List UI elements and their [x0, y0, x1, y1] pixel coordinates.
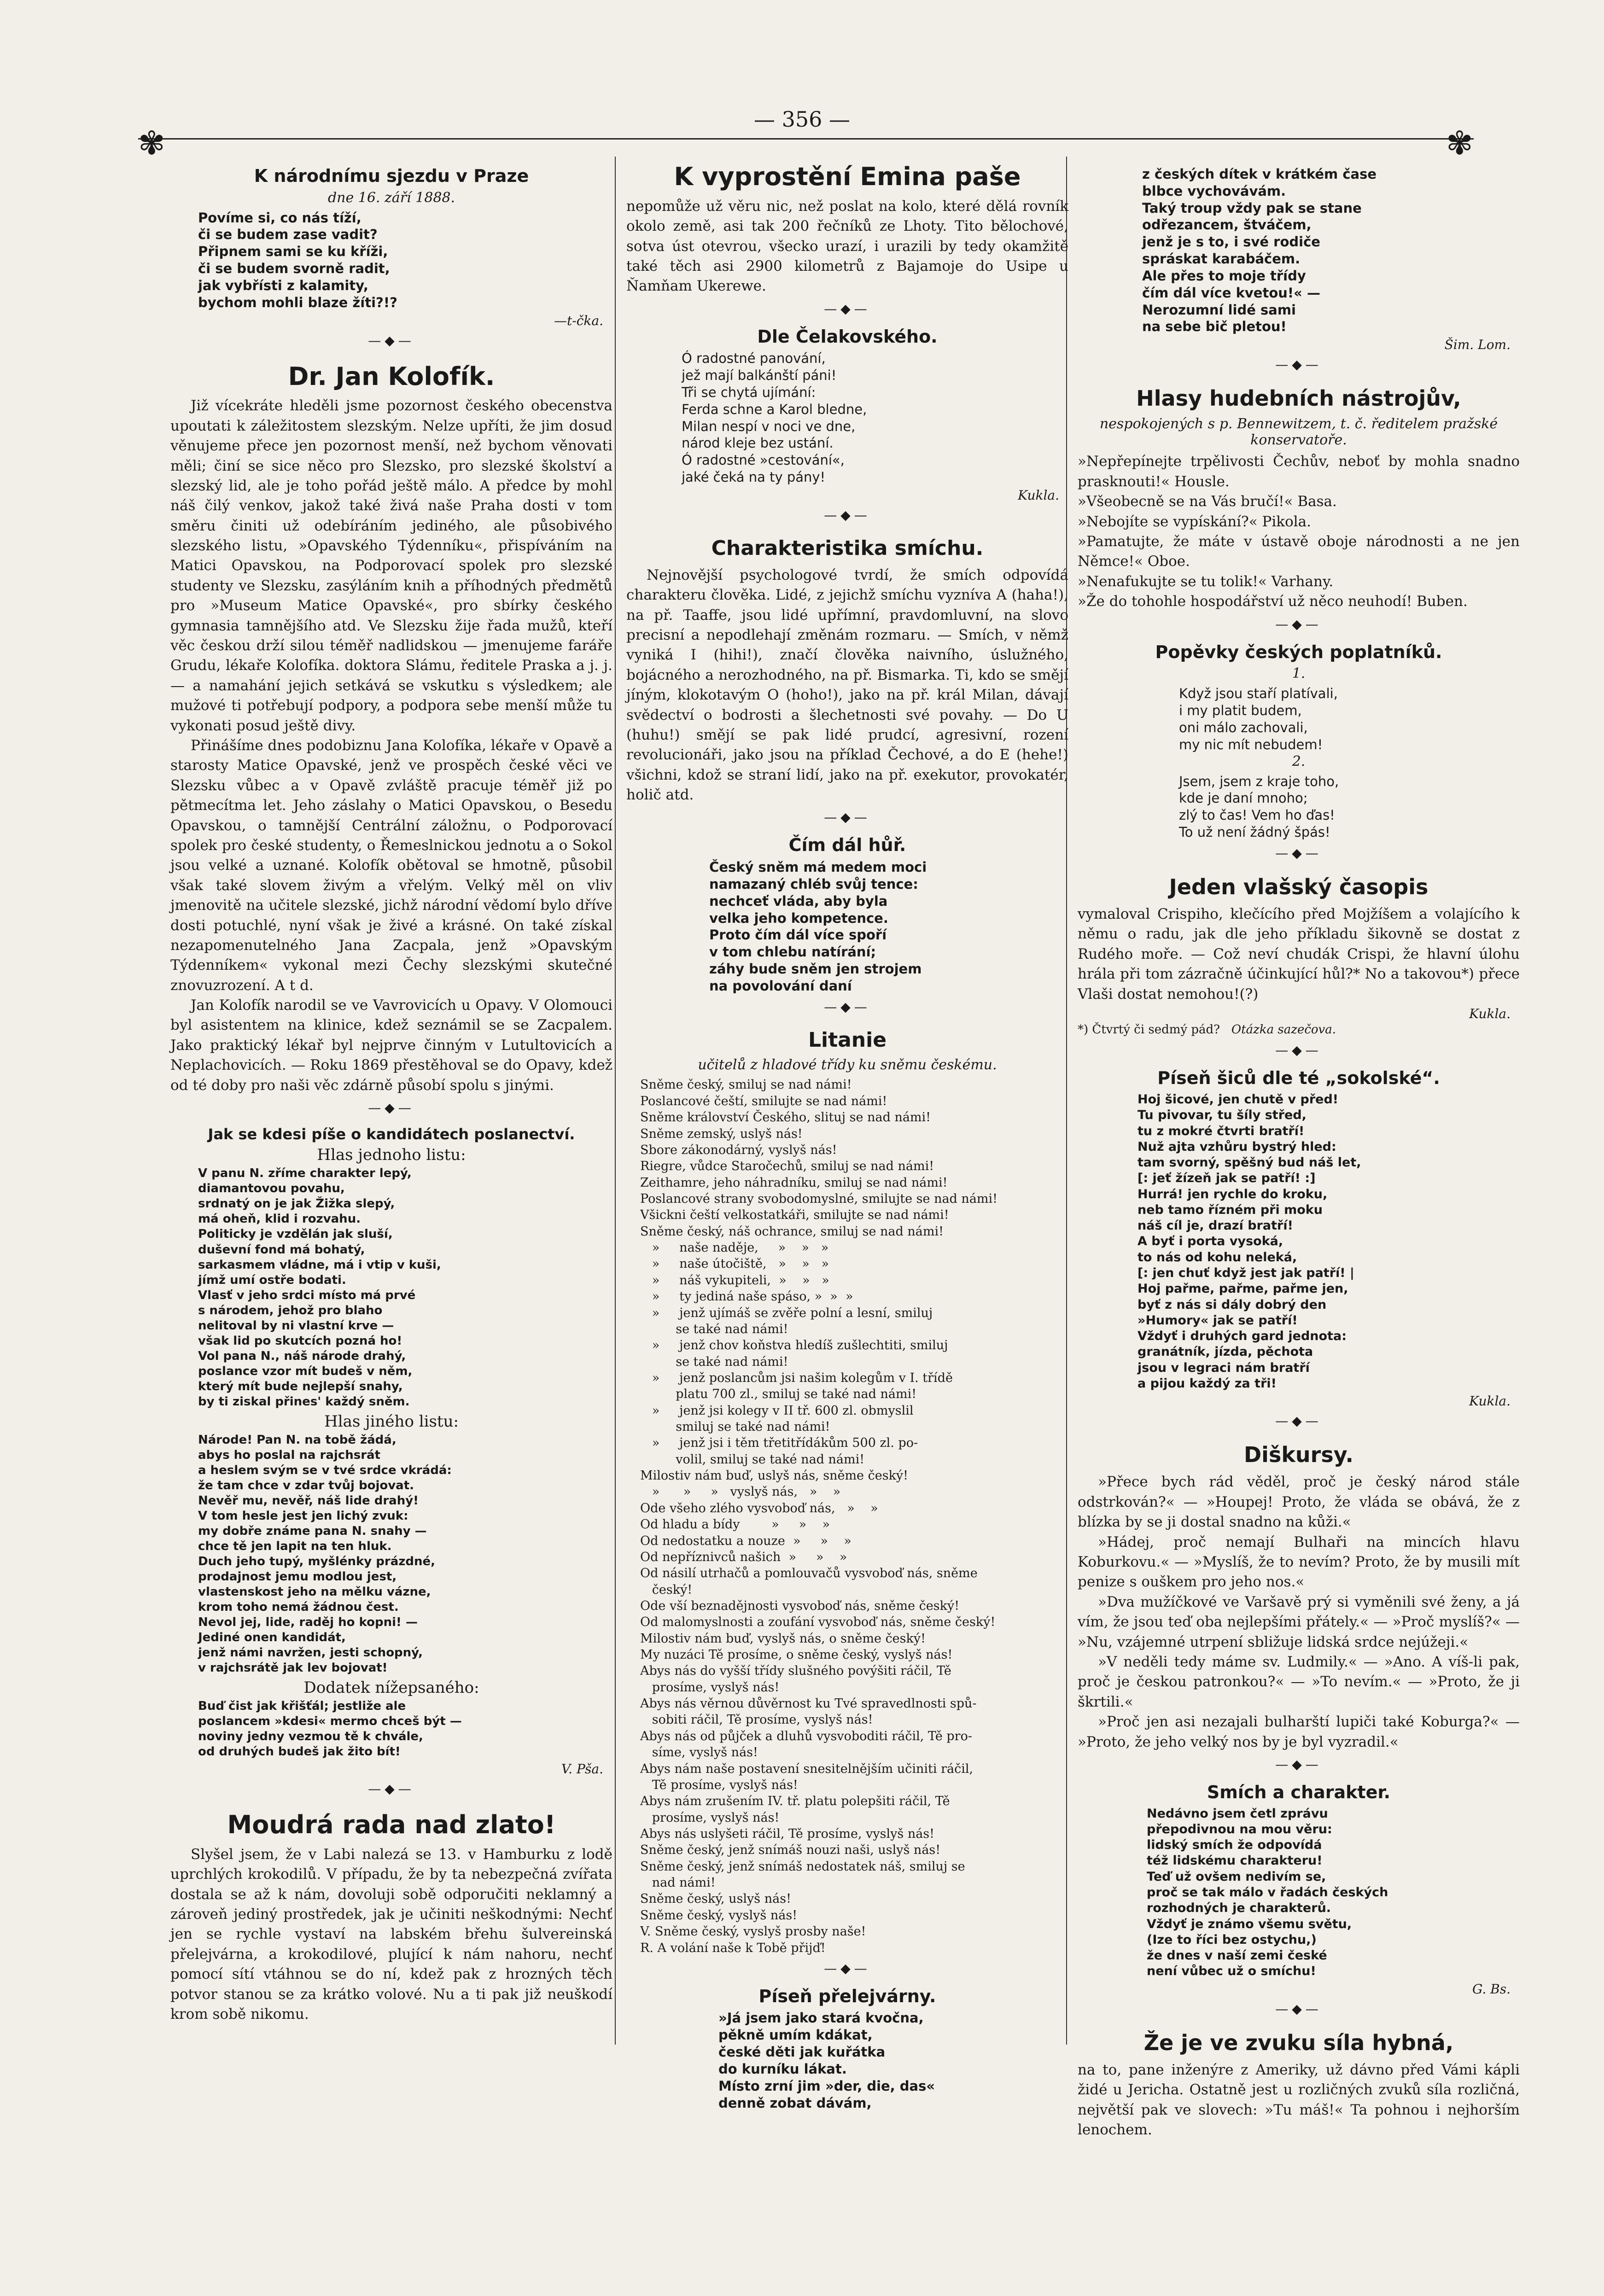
ornament-icon: —◆— — [824, 810, 871, 825]
litany-line: » » » vyslyš nás, » » — [640, 1485, 841, 1499]
litany-line: R. A volání naše k Tobě přijď! — [640, 1941, 826, 1955]
paragraph: Nejnovější psychologové tvrdí, že smích odpovídá charakteru člověka. Lidé, z jejichž smíchu vyzníva A (haha!), na př. Taaffe, jsou lidé upřímní, pravdomluvní, na slovo precisní a nepodlehají změnám rozmaru. — Smích, v němž vyniká I (hihi!), značí člověka naivního, úslužného, bojácného a nerozhodného, na př. Bismarka. Ti, kdo se smějí jíným, klokotavým O (hoho!), jako na př. král Milan, dávají svědectví o bodrosti a šlechetnosti své povahy. — Do U (huhu!) smějí se pak lidé prudcí, agresivní, rození revolucionáři, jako jsou na příklad Čechové, a do E (hehe!) všichni, kdož se straní lidí, jako na př. exekutor, provokatér, holič atd. — [626, 566, 1068, 804]
poem: V panu N. zříme charakter lepý, diamantovou povahu, srdnatý on je jak Žižka slepý, má oheň, klid i rozvahu. Politicky je vzdělán jak sluší, duševní fond má bohatý, sarkasmem vládne, má i vtip v kuši, jímž umí ostře bodati. Vlasť v jeho srdci místo má prvé s národem, jehož pro blaho nelitoval by ni vlastní krve — však lid po skutcích pozná ho! Vol pana N., náš národe drahý, poslance vzor mít budeš v něm, který mít bude nejlepší snahy, by ti ziskal přines' každý sněm. — [198, 1166, 441, 1409]
page-number: — 356 — — [753, 107, 851, 132]
litany-line: Riegre, vůdce Staročechů, smiluj se nad námi! — [640, 1159, 934, 1174]
litany-line: Sněme království Českého, slituj se nad námi! — [640, 1110, 931, 1125]
poem: »Já jsem jako stará kvočna, pěkně umím kdákat, české děti jak kuřátka do kurníku lákat. Místo zrní jim »der, die, das« denně zobat dávám, — [718, 2010, 935, 2111]
litany-line: Od nepříznivců našich » » » — [640, 1550, 847, 1564]
subheading: Hlas jednoho listu: — [317, 1146, 466, 1165]
litany-line: Poslancové čeští, smilujte se nad námi! — [640, 1094, 887, 1108]
subheading: Dodatek nížepsaného: — [303, 1678, 479, 1697]
litany-line: prosíme, vyslyš nás! — [640, 1680, 780, 1695]
litany-line: Od násilí utrhačů a pomlouvačů vysvoboď nás, sněme — [640, 1566, 978, 1581]
paragraph: »V neděli tedy máme sv. Ludmily.« — »Ano. A víš-li pak, proč je českou patronkou?« — »To nevím.« — »Proto, že ji škrtili.« — [1078, 1653, 1520, 1710]
ornament-icon: —◆— — [368, 1781, 415, 1796]
article-title: Jeden vlašský časopis — [1169, 874, 1429, 899]
litany-line: Ode vší beznadějnosti vysvoboď nás, sněme český! — [640, 1598, 960, 1613]
litany-line: Abys nás do vyšší třídy slušného povýšiti ráčil, Tě — [640, 1664, 951, 1678]
signature: Kukla. — [1018, 487, 1059, 503]
litany-line: Abys nás od půjček a dluhů vysvoboditi ráčil, Tě pro- — [640, 1729, 972, 1743]
ornament-icon: —◆— — [368, 1100, 415, 1116]
litany-line: » ty jediná naše spáso, » » » — [640, 1289, 853, 1304]
litany-line: Sněme český, jenž snímáš nedostatek náš, smiluj se — [640, 1859, 965, 1874]
litany-line: Abys nás věrnou důvěrnost ku Tvé spravedlnosti spů- — [640, 1696, 977, 1711]
litany-line: » jenž chov koňstva hledíš zušlechtiti, smiluj — [640, 1338, 948, 1353]
header-rule — [138, 138, 1474, 140]
footnote: *) Čtvrtý či sedmý pád? Otázka sazečova. — [1078, 1022, 1336, 1037]
litany-line: Poslancové strany svobodomyslné, smilujte se nad námi! — [640, 1191, 997, 1206]
article-title: Smích a charakter. — [1207, 1782, 1391, 1802]
poem: z českých dítek v krátkém čase blbce vychovávám. Taký troup vždy pak se stane odřezancem, štváčem, jenž je s to, i své rodiče spráskat karabáčem. Ale přes to moje třídy čím dál více kvetou!« — Nerozumní lidé sami na sebe bič pletou! — [1142, 166, 1377, 335]
poem: Český sněm má medem moci namazaný chléb svůj tence: nechceť vláda, aby byla velka jeho kompetence. Proto čím dál více spoří v tom chlebu natírání; záhy bude sněm jen strojem na povolování daní — [709, 859, 927, 994]
ornament-icon: —◆— — [1275, 616, 1322, 632]
article-date: dne 16. září 1888. — [327, 189, 455, 206]
article-title: Čím dál hůř. — [788, 835, 906, 856]
signature: V. Pša. — [561, 1761, 603, 1777]
litany-line: Abys nám zrušením IV. tř. platu polepšiti ráčil, Tě — [640, 1794, 950, 1809]
poem: Jsem, jsem z kraje toho, kde je daní mnoho; zlý to čas! Vem ho ďas! To už není žádný špás! — [1179, 773, 1339, 840]
article-title: K národnímu sjezdu v Praze — [254, 166, 529, 186]
article-subtitle: učitelů z hladové třídy ku sněmu českému. — [698, 1057, 997, 1073]
ornament-icon: —◆— — [1275, 1043, 1322, 1058]
litany-line: Abys nám naše postavení snesitelnějším učiniti ráčil, — [640, 1761, 974, 1776]
article-title: Že je ve zvuku síla hybná, — [1143, 2030, 1454, 2055]
litany-line: » naše útočiště, » » » — [640, 1257, 829, 1271]
ornament-icon: —◆— — [368, 332, 415, 348]
paragraph: Přinášíme dnes podobiznu Jana Kolofíka, lékaře v Opavě a starosty Matice Opavské, jenž ve prospěch české věci ve Slezsku vůbec a v Opavě zvláště pracuje téměř již po pětmecítma let. Jeho záslahy o Matici Opavskou, o Besedu Opavskou, o tamnější Centrální záložnu, o Podporovací spolek pro české studenty, o Řemeslnickou jednotu a o Sokol jsou velké a uznané. Kolofík obětoval se hmotně, působil však také slovem živým a vřelým. Velký měl on vliv jmenovitě na učitele slezské, jichž národní vědomí bylo dříve dosti potuchlé, nyní však je živé a krásné. On také získal nezapomenutelného Jana Zacpala, jenž »Opavským Týdenníkem« vykonal mezi Čechy slezskými skutečné znovuzrození. A t d. — [170, 737, 612, 994]
litany — [626, 1077, 1068, 1956]
article-title: Litanie — [808, 1028, 887, 1052]
corner-ornament-icon: ✾ — [138, 124, 165, 162]
column-1 — [170, 157, 612, 2024]
verse-number: 1. — [1292, 665, 1306, 682]
litany-line: Všickni čeští velkostatkáři, smilujte se nad námi! — [640, 1208, 949, 1223]
litany-line: se také nad námi! — [640, 1322, 788, 1336]
poem: Buď čist jak křišťál; jestliže ale poslancem »kdesi« mermo chceš být — noviny jedny vezmou tě k chvále, od druhých budeš jak žito bít! — [198, 1699, 462, 1759]
article-title: Hlasy hudebních nástrojův, — [1136, 386, 1461, 411]
signature: Kukla. — [1469, 1006, 1511, 1021]
litany-line: » jenž jsi kolegy v II tř. 600 zl. obmyslil — [640, 1403, 914, 1418]
verse-number: 2. — [1292, 753, 1306, 769]
litany-line: Sněme český, uslyš nás! — [640, 1892, 791, 1906]
ornament-icon: —◆— — [824, 999, 871, 1014]
litany-line: » jenž jsi i těm třetitřídákům 500 zl. po- — [640, 1436, 918, 1451]
article-title: Moudrá rada nad zlato! — [227, 1810, 556, 1839]
litany-line: síme, vyslyš nás! — [640, 1745, 758, 1760]
paragraph: »Dva mužíčkové ve Varšavě prý si vyměnili své ženy, a já vím, že jsou teď oba nejlepšími přátely.« — »Proč myslíš?« — »Nu, vzájemné utrpení sbližuje lidská srdce nejúžeji.« — [1078, 1593, 1520, 1650]
ornament-icon: —◆— — [1275, 1413, 1322, 1429]
litany-line: smiluj se také nad námi! — [640, 1420, 830, 1434]
paragraph: Jan Kolofík narodil se ve Vavrovicích u Opavy. V Olomouci byl asistentem na klinice, kdež seznámil se se Zacpalem. Jako praktický lékař byl nejprve činným v Lutultovicích a Neplachovicích. — Roku 1869 přestěhoval se do Opavy, kdež od té doby pro naši věc zdárně působí spolu s jinými. — [170, 997, 612, 1094]
litany-line: Milostiv nám buď, uslyš nás, sněme český! — [640, 1469, 909, 1483]
ornament-icon: —◆— — [824, 1960, 871, 1976]
poem: Ó radostné panování, jež mají balkánští páni! Tři se chytá ujímání: Ferda schne a Karol bledne, Milan nespí v noci ve dne, národ kleje bez ustání. Ó radostné »cestování«, jaké čeká na ty pány! — [682, 350, 867, 485]
litany-line: český! — [640, 1582, 693, 1597]
litany-line: » náš vykupiteli, » » » — [640, 1273, 829, 1288]
poem: Když jsou staří platívali, i my platit budem, oni málo zachovali, my nic mít nebudem! — [1179, 686, 1338, 752]
litany-line: Ode všeho zlého vysvoboď nás, » » — [640, 1501, 878, 1515]
litany-line: sobiti ráčil, Tě prosíme, vyslyš nás! — [640, 1713, 873, 1727]
poem: Národe! Pan N. na tobě žádá, abys ho poslal na rajchsrát a heslem svým se v tvé srdce vkrádá: že tam chce v zdar tvůj bojovat. Nevěř mu, nevěř, náš lide drahý! V tom hesle jest jen lichý zvuk: my dobře známe pana N. snahy — chce tě jen lapit na ten hluk. Duch jeho tupý, myšlénky prázdné, prodajnost jemu modlou jest, vlastenskost jeho na mělku vázne, krom toho nemá žádnou čest. Nevol jej, lide, raděj ho kopni! — Jediné onen kandidát, jenž námi navržen, jesti schopný, v rajchsrátě jak lev bojovat! — [198, 1433, 452, 1675]
article-title: Diškursy. — [1244, 1442, 1353, 1468]
instrument-lines: »Nepřepínejte trpělivosti Čechův, neboť by mohla snadno prasknouti!« Housle. »Všeobecně se na Vás bručí!« Basa. »Nebojíte se vypískání?« Pikola. »Pamatujte, že máte v ústavě oboje národnosti a ne jen Němce!« Oboe. »Nenafukujte se tu tolik!« Varhany. »Že do tohohle hospodářství už něco neuhodí! Buben. — [1078, 453, 1520, 610]
corner-ornament-icon: ✾ — [1446, 124, 1473, 162]
signature: G. Bs. — [1472, 1981, 1511, 1997]
litany-line: Od nedostatku a nouze » » » — [640, 1533, 852, 1548]
litany-line: Milostiv nám buď, vyslyš nás, o sněme český! — [640, 1631, 926, 1646]
litany-line: » jenž poslancům jsi našim kolegům v I. třídě — [640, 1370, 953, 1385]
paragraph: nepomůže už věru nic, než poslat na kolo, které dělá rovník okolo země, asi tak 200 řečníků ze Lhoty. Tito bělochové, sotva úst otevrou, všecko urazí, i urazili by tedy okamžitě také těch asi 2900 kilometrů z Bajamoje do Usipe u Ňamňam Ukerewe. — [626, 198, 1068, 295]
ornament-icon: —◆— — [824, 507, 871, 523]
article-subtitle: nespokojených s p. Bennewitzem, t. č. ředitelem pražské konservatoře. — [1099, 416, 1498, 449]
article-title: Charakteristika smíchu. — [711, 536, 984, 560]
article-title: Dr. Jan Kolofík. — [288, 361, 495, 391]
ornament-icon: —◆— — [1275, 1756, 1322, 1772]
litany-line: volil, smiluj se také nad námi! — [640, 1452, 865, 1467]
litany-line: platu 700 zl., smiluj se také nad námi! — [640, 1387, 917, 1402]
litany-line: Sbore zákonodárný, vyslyš nás! — [640, 1142, 837, 1157]
litany-line: » jenž ujímáš se zvěře polní a lesní, smiluj — [640, 1305, 933, 1320]
litany-line: Sněme český, smiluj se nad námi! — [640, 1078, 852, 1092]
article-title: Píseň přelejvárny. — [758, 1986, 936, 2006]
article-title: Dle Čelakovského. — [757, 326, 938, 347]
article-title: Píseň šiců dle té „sokolské“. — [1157, 1068, 1440, 1089]
litany-line: My nuzáci Tě prosíme, o sněme český, vyslyš nás! — [640, 1648, 953, 1662]
litany-line: Zeithamre, jeho náhradníku, smiluj se nad námi! — [640, 1175, 948, 1190]
litany-line: Sněme český, vyslyš nás! — [640, 1908, 798, 1923]
litany-line: Sněme český, náš ochrance, smiluj se nad námi! — [640, 1224, 944, 1239]
paragraph: »Přece bych rád věděl, proč je český národ stále odstrkován?« — »Houpej! Proto, že vláda se obává, že z blízka by se ji dostal snadno na kůži.« — [1078, 1474, 1520, 1531]
ornament-icon: —◆— — [1275, 2001, 1322, 2016]
column-3 — [1078, 157, 1520, 2140]
paragraph: Již vícekráte hleděli jsme pozornost českého obecenstva upoutati k záležitostem slezským. Nelze upříti, že jim dosud věnujeme přece jen pozornost menší, než bychom věnovati měli; činí se sice něco pro Slezsko, pro slezské školství a slezský lid, ale je toho pořád ještě málo. A předce by mohl náš čilý venkov, jakož také živá naše Praha dosti v tom směru činiti už odebíráním jediného, ale působivého slezského listu, »Opavského Týdenníku«, přispíváním na Matici Opavskou, na Podporovací spolek pro slezské studenty ve Slezsku, zasýláním knih a příhodných předmětů pro »Museum Matice Opavské«, pro sbírky českého gymnasia tamnějšího atd. Ve Slezsku žije řada mužů, kteří věc českou drží silou téměř nadlidskou — jmenujeme faráře Grudu, lékaře Kolofíka. doktora Slámu, ředitele Praska a j. j. — a namahání jejich setkává se vskutku s výsledkem; ale mužové ti potřebují podpory, a podpora sebe menší může tu vykonati posud ještě divy. — [170, 397, 612, 734]
column-2 — [626, 157, 1068, 2111]
poem: Nedávno jsem četl zprávu přepodivnou na mou věru: lidský smích že odpovídá též lidskému charakteru! Teď už ovšem nedivím se, proč se tak málo v řadách českých rozhodných je charakterů. Vždyť je známo všemu světu, (Ize to říci bez ostychu,) že dnes v naší zemi české není vůbec už o smíchu! — [1147, 1806, 1388, 1979]
paragraph: vymaloval Crispiho, klečícího před Mojžíšem a volajícího k němu o radu, jak dle jeho příkladu šikovně se dostat z Rudého moře. — Což neví chudák Crispi, že hlavní úlohu hrála při tom zázračně účinkující hůl?* No a takovou*) přece Vlaši dostat nemohou!(?) — [1078, 906, 1520, 1002]
signature: Kukla. — [1469, 1393, 1511, 1409]
column-divider — [615, 157, 616, 2045]
paragraph: »Proč jen asi nezajali bulharští lupiči také Koburga?« — »Proto, že jeho velký nos by je byl vyzradil.« — [1078, 1713, 1520, 1750]
litany-line: Od hladu a bídy » » » — [640, 1517, 830, 1532]
litany-line: Sněme český, jenž snímáš nouzi naši, uslyš nás! — [640, 1843, 941, 1858]
ornament-icon: —◆— — [1275, 845, 1322, 861]
litany-line: V. Sněme český, vyslyš prosby naše! — [640, 1924, 866, 1939]
litany-line: Od malomyslnosti a zoufání vysvoboď nás, sněme český! — [640, 1615, 996, 1630]
litany-line: se také nad námi! — [640, 1354, 788, 1369]
litany-line: » naše naděje, » » » — [640, 1241, 829, 1255]
article-title: K vyprostění Emina paše — [674, 162, 1021, 191]
litany-line: Abys nás uslyšeti ráčil, Tě prosíme, vyslyš nás! — [640, 1827, 935, 1841]
poem: Povíme si, co nás tíží, či se budem zase vadit? Připnem sami se ku kříži, či se budem svorně radit, jak vybřísti z kalamity, bychom mohli blaze žíti?!? — [198, 210, 397, 310]
litany-line: Tě prosíme, vyslyš nás! — [640, 1777, 798, 1792]
litany-line: Sněme zemský, uslyš nás! — [640, 1126, 803, 1141]
litany-line: nad námi! — [640, 1876, 716, 1890]
signature: Šim. Lom. — [1444, 337, 1511, 353]
paragraph: Slyšel jsem, že v Labi nalezá se 13. v Hamburku z lodě uprchlých krokodilů. V případu, že by ta nebezpečná zvířata dostala se až k nám, dovoluji sobě odporučiti neklamný a zároveň jediný prostředek, jak je učiniti neškodnými: Nechť jen se rychle vystaví na labském břehu šulvereinská přelejvárna, a krokodilové, plující k nám nahoru, nechť pomocí sítí vtáhnou se do ní, kdež pak z hrozných těch potvor stanou se za krátko volové. Nu a ti pak již neuškodí krom sobě nikomu. — [170, 1846, 612, 2022]
litany-line: prosíme, vyslyš nás! — [640, 1810, 780, 1825]
paragraph: »Hádej, proč nemají Bulhaři na mincích hlavu Koburkovu.« — »Myslíš, že to nevím? Proto, že by musili mít penize s ouškem pro jeho nos.« — [1078, 1533, 1520, 1591]
ornament-icon: —◆— — [1275, 357, 1322, 373]
signature: —t-čka. — [554, 313, 603, 328]
ornament-icon: —◆— — [824, 301, 871, 316]
article-title: Jak se kdesi píše o kandidátech poslanectví. — [208, 1125, 575, 1143]
poem: Hoj šicové, jen chutě v před! Tu pivovar, tu šíly střed, tu z mokré čtvrti bratří! Nuž ajta vzhůru bystrý hled: tam svorný, spěšný bud náš let, [: jeť žízeň jak se patří! :] Hurrá! jen rychle do kroku, neb tamo řízném při moku náš cíl je, drazí bratří! A byť i porta vysoká, to nás od kohu neleká, [: jen chuť když jest jak patří! | Hoj pařme, pařme, pařme jen, byť z nás si dály dobrý den »Humory« jak se patří! Vždyť i druhých gard jednota: granátník, jízda, pěchota jsou v legraci nám bratří a pijou každý za tři! — [1137, 1092, 1361, 1391]
subheading: Hlas jiného listu: — [324, 1412, 459, 1431]
article-title: Popěvky českých poplatníků. — [1155, 641, 1442, 662]
paragraph: na to, pane inženýre z Ameriky, už dávno před Vámi kápli židé u Jericha. Ostatně jest u rozličných zvuků síla rozličná, největší pak ve slovech: »Tu máš!« Ta pohnou i nejhorším lenochem. — [1078, 2061, 1520, 2138]
